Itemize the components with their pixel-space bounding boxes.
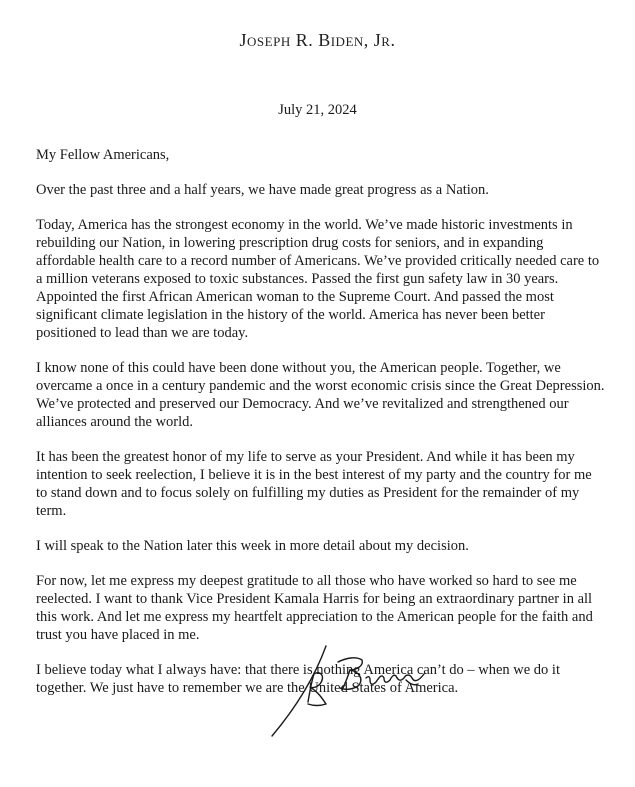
paragraph-gratitude: For now, let me express my deepest gratitude to all those who have worked so hard to see me reelected. I want to thank Vice President Kamala Harris for being an extraordinary partner in all this work. And let me express my heartfelt appreciation to the American people for the faith and trust you have placed in me. xyxy=(36,573,593,643)
paragraph-american-people: I know none of this could have been done without you, the American people. Together, we overcame a once in a century pandemic and the worst economic crisis since the Great Depression. We’ve protected and preserved our Democracy. And we’ve revitalized and strengthened our alliances around the world. xyxy=(36,360,605,430)
letterhead-name: Joseph R. Biden, Jr. xyxy=(239,30,396,50)
paragraph-stand-down: It has been the greatest honor of my life to serve as your President. And while it has been my intention to seek reelection, I believe it is in the best interest of my party and the country for me to stand down and to focus solely on fulfilling my duties as President for the remainder of my term. xyxy=(36,449,592,519)
paragraph-speak-to-nation: I will speak to the Nation later this week in more detail about my decision. xyxy=(36,538,469,554)
signature-icon xyxy=(268,640,458,740)
letter-date: July 21, 2024 xyxy=(278,102,357,118)
paragraph-closing: I believe today what I always have: that there is nothing America can’t do – when we do it together. We just have to remember we are the United States of America. xyxy=(36,662,560,696)
paragraph-economy: Today, America has the strongest economy in the world. We’ve made historic investments in rebuilding our Nation, in lowering prescription drug costs for seniors, and in expanding affordable health care to a record number of Americans. We’ve provided critically needed care to a million veterans exposed to toxic substances. Passed the first gun safety law in 30 years. Appointed the first African American woman to the Supreme Court. And passed the most significant climate legislation in the history of the world. America has never been better positioned to lead than we are today. xyxy=(36,217,600,341)
letter-body xyxy=(36,146,606,714)
paragraph-progress: Over the past three and a half years, we have made great progress as a Nation. xyxy=(36,182,489,198)
salutation: My Fellow Americans, xyxy=(36,147,170,163)
